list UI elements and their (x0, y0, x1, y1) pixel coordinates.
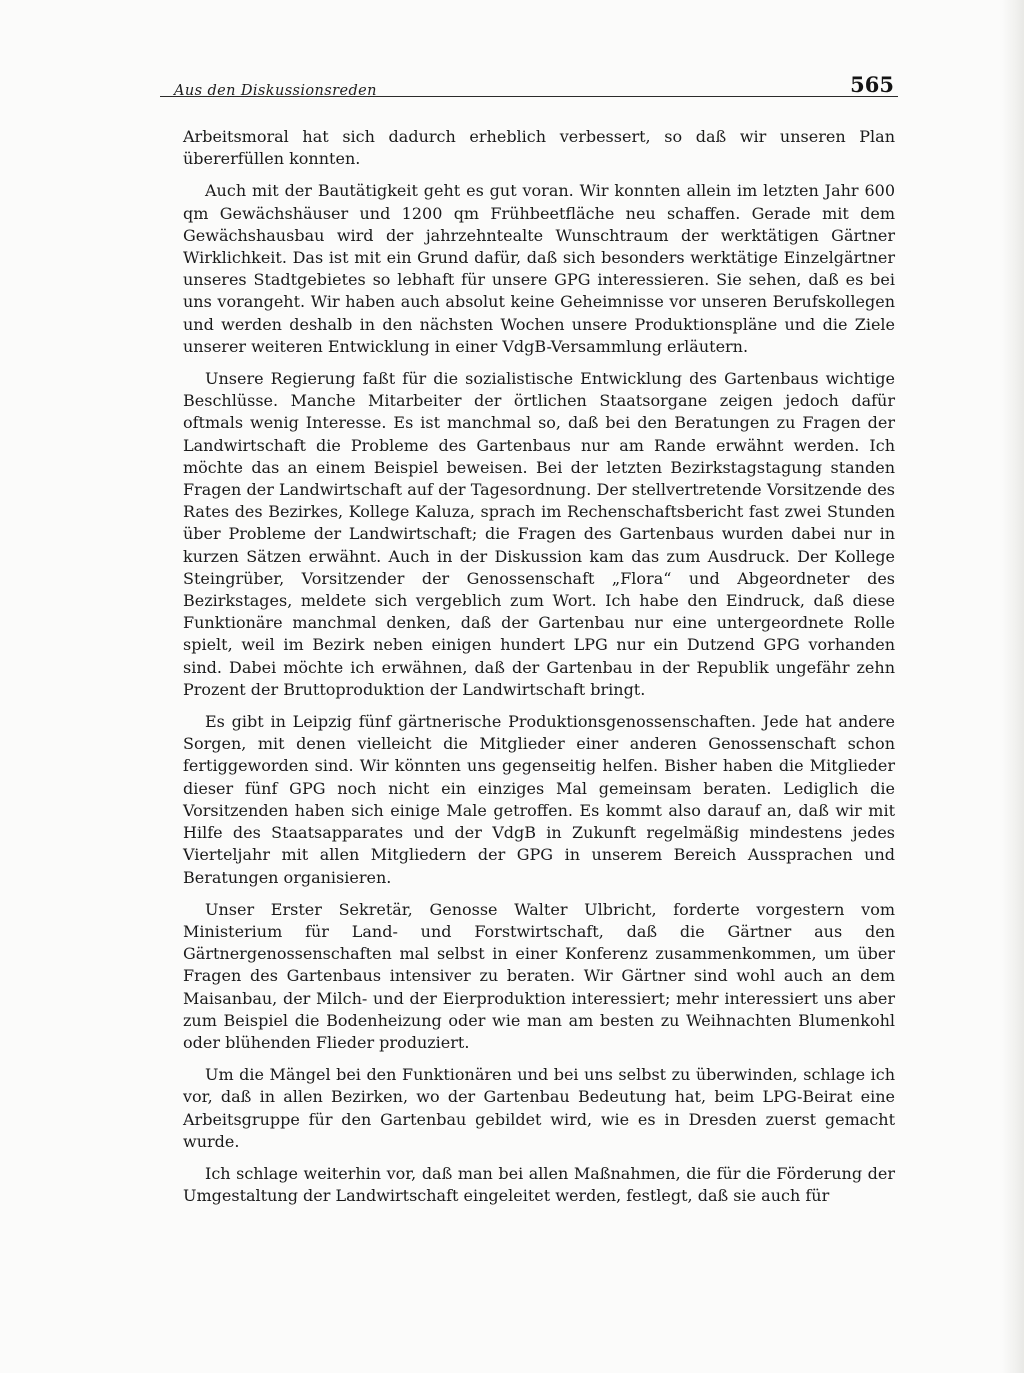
paragraph-government-decisions: Unsere Regierung faßt für die sozialistische Entwicklung des Gartenbaus wichtige Beschlüsse. Manche Mitarbeiter der örtlichen Staatsorgane zeigen jedoch dafür oftmals wenig Interesse. Es ist manchmal so, daß bei den Beratungen zu Fragen der Landwirtschaft die Probleme des Gartenbaus nur am Rande erwähnt werden. Ich möchte das an einem Beispiel beweisen. Bei der letzten Bezirkstagstagung standen Fragen der Landwirtschaft auf der Tagesordnung. Der stellvertretende Vorsitzende des Rates des Bezirkes, Kollege Kaluza, sprach im Rechenschaftsbericht fast zwei Stunden über Probleme der Landwirtschaft; die Fragen des Gartenbaus wurden dabei nur in kurzen Sätzen erwähnt. Auch in der Diskussion kam das zum Ausdruck. Der Kollege Steingrüber, Vorsitzender der Genossenschaft „Flora“ und Abgeordneter des Bezirkstages, meldete sich vergeblich zum Wort. Ich habe den Eindruck, daß diese Funktionäre manchmal denken, daß der Gartenbau nur eine untergeordnete Rolle spielt, weil im Bezirk neben einigen hundert LPG nur ein Dutzend GPG vorhanden sind. Dabei möchte ich erwähnen, daß der Gartenbau in der Republik ungefähr zehn Prozent der Bruttoproduktion der Landwirtschaft bringt. (183, 369, 895, 699)
body-text (183, 126, 895, 1217)
paragraph-ulbricht-conference: Unser Erster Sekretär, Genosse Walter Ulbricht, forderte vorgestern vom Ministerium für Land- und Forstwirtschaft, daß die Gärtner aus den Gärtnergenossenschaften mal selbst in einer Konferenz zusammenkommen, um über Fragen des Gartenbaus intensiver zu beraten. Wir Gärtner sind wohl auch an dem Maisanbau, der Milch- und der Eierproduktion interessiert; mehr interessiert uns aber zum Beispiel die Bodenheizung oder wie man am besten zu Weihnachten Blumenkohl oder blühenden Flieder produziert. (183, 899, 895, 1052)
running-title: Aus den Diskussionsreden (174, 83, 377, 99)
paragraph-continuation: Arbeitsmoral hat sich dadurch erheblich verbessert, so daß wir unseren Plan übererfüllen konnten. (183, 127, 895, 169)
paragraph-building-activity: Auch mit der Bautätigkeit geht es gut voran. Wir konnten allein im letzten Jahr 600 qm Gewächshäuser und 1200 qm Frühbeetfläche neu schaffen. Gerade mit dem Gewächshausbau wird der jahrzehntealte Wunschtraum der werktätigen Gärtner Wirklichkeit. Das ist mit ein Grund dafür, daß sich besonders werktätige Einzelgärtner unseres Stadtgebietes so lebhaft für unsere GPG interessieren. Sie sehen, daß es bei uns vorangeht. Wir haben auch absolut keine Geheimnisse vor unseren Berufskollegen und werden deshalb in den nächsten Wochen unsere Produktionspläne und die Ziele unserer weiteren Entwicklung in einer VdgB-Versammlung erläutern. (183, 181, 895, 356)
paragraph-further-proposal: Ich schlage weiterhin vor, daß man bei allen Maßnahmen, die für die Förderung der Umgestaltung der Landwirtschaft eingeleitet werden, festlegt, daß sie auch für (183, 1163, 895, 1206)
paragraph-working-group-proposal: Um die Mängel bei den Funktionären und bei uns selbst zu überwinden, schlage ich vor, daß in allen Bezirken, wo der Gartenbau Bedeutung hat, beim LPG-Beirat eine Arbeitsgruppe für den Gartenbau gebildet wird, wie es in Dresden zuerst gemacht wurde. (183, 1065, 895, 1151)
page-number: 565 (850, 72, 894, 97)
scan-edge-shadow (1002, 0, 1024, 1373)
page-header (150, 70, 898, 100)
paragraph-leipzig-cooperatives: Es gibt in Leipzig fünf gärtnerische Produktionsgenossenschaften. Jede hat andere Sorgen, mit denen vielleicht die Mitglieder einer anderen Genossenschaft schon fertiggeworden sind. Wir könnten uns gegenseitig helfen. Bisher haben die Mitglieder dieser fünf GPG noch nicht ein einziges Mal gemeinsam beraten. Lediglich die Vorsitzenden haben sich einige Male getroffen. Es kommt also darauf an, daß wir mit Hilfe des Staatsapparates und der VdgB in Zukunft regelmäßig mindestens jedes Vierteljahr mit allen Mitgliedern der GPG in unserem Bereich Aussprachen und Beratungen organisieren. (183, 712, 895, 887)
header-rule (160, 96, 898, 97)
